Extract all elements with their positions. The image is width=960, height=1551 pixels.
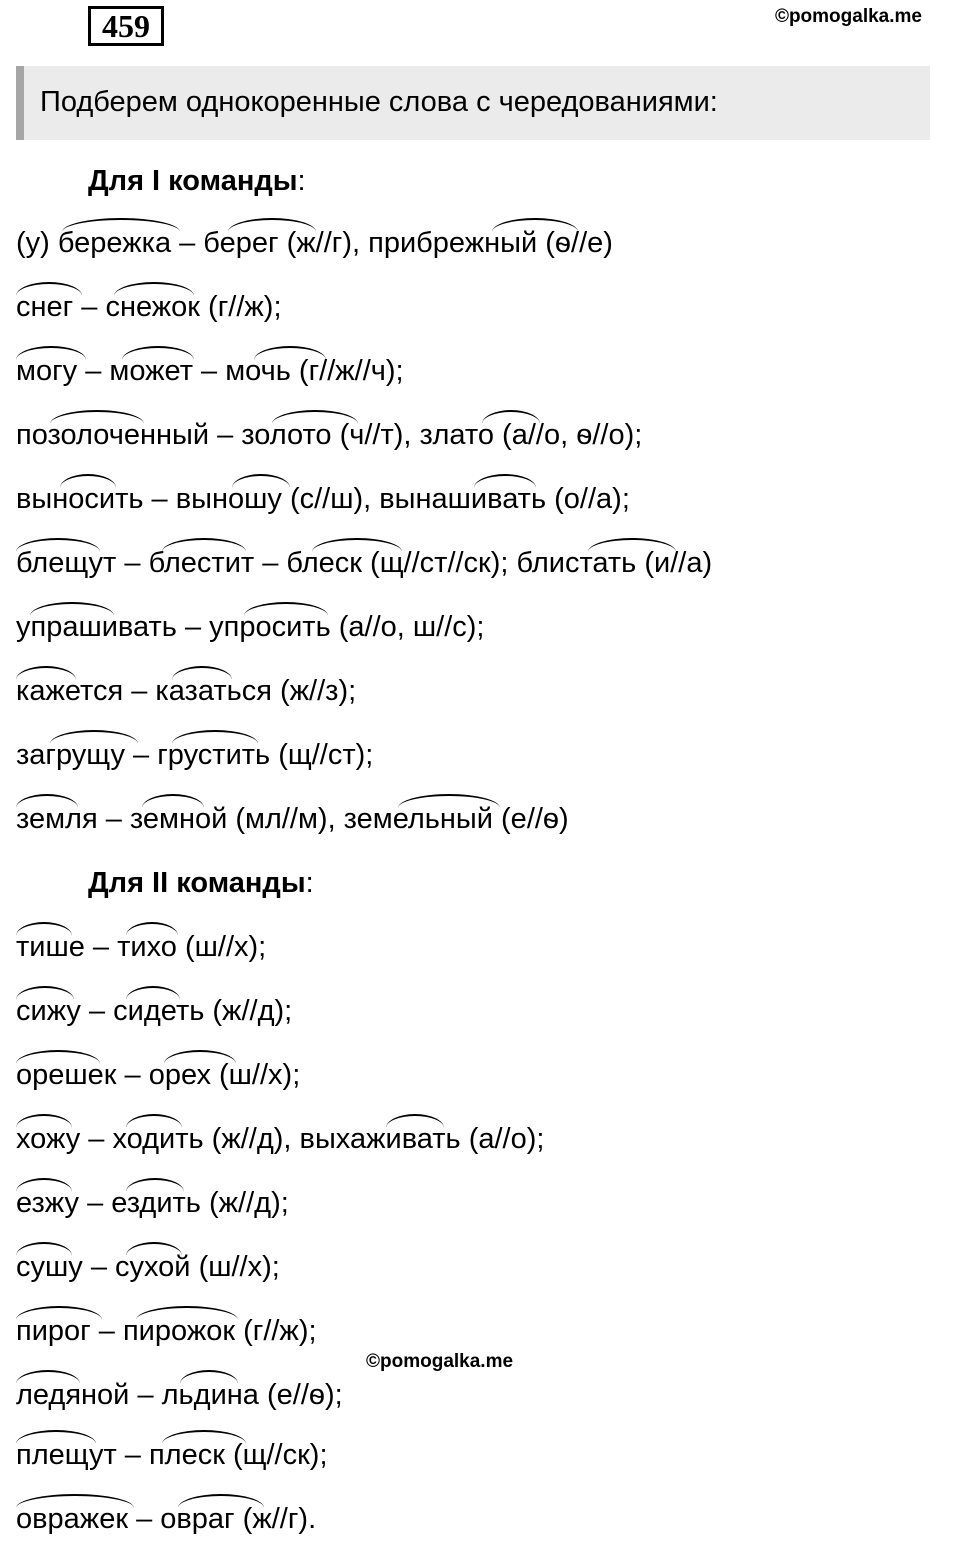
answer-line: кажется – казаться (ж//з); bbox=[16, 675, 357, 707]
intro-text: Подберем однокоренные слова с чередованиями: bbox=[40, 86, 718, 118]
answer-line: земля – земной (мл//м), земельный (е//ѳ) bbox=[16, 803, 569, 835]
answer-line: тише – тихо (ш//х); bbox=[16, 931, 267, 963]
answer-line: загрущу – грустить (щ//ст); bbox=[16, 739, 374, 771]
section-heading-2 bbox=[88, 866, 314, 900]
answer-line: сижу – сидеть (ж//д); bbox=[16, 995, 293, 1027]
answer-line: езжу – ездить (ж//д); bbox=[16, 1187, 289, 1219]
answer-line: блещут – блестит – блеск (щ//ст//ск); блистать (и//а) bbox=[16, 547, 713, 579]
section-heading-2-text: Для II команды bbox=[88, 867, 306, 899]
section-heading-1-text: Для I команды bbox=[88, 165, 298, 197]
answer-line: овражек – овраг (ж//г). bbox=[16, 1503, 317, 1535]
answer-line: выносить – выношу (с//ш), вынашивать (о//а); bbox=[16, 483, 630, 515]
watermark-middle: ©pomogalka.me bbox=[366, 1351, 514, 1372]
answer-line: плещут – плеск (щ//ск); bbox=[16, 1439, 328, 1471]
answer-line: ледяной – льдина (е//ѳ); bbox=[16, 1379, 343, 1411]
answer-line: орешек – орех (ш//х); bbox=[16, 1059, 301, 1091]
answer-line: пирог – пирожок (г//ж); bbox=[16, 1315, 317, 1347]
answer-line: позолоченный – золото (ч//т), злато (а//о, ѳ//о); bbox=[16, 419, 643, 451]
section-heading-1 bbox=[88, 164, 306, 198]
section-heading-2-colon: : bbox=[305, 867, 314, 899]
answer-line: могу – может – мочь (г//ж//ч); bbox=[16, 355, 404, 387]
watermark-top: ©pomogalka.me bbox=[774, 6, 922, 27]
intro-box bbox=[16, 66, 930, 140]
answer-line: (у) бережка – берег (ж//г), прибрежный (ѳ//е) bbox=[16, 227, 613, 259]
answer-line: хожу – ходить (ж//д), выхаживать (а//о); bbox=[16, 1123, 545, 1155]
task-number: 459 bbox=[88, 6, 164, 46]
answer-line: сушу – сухой (ш//х); bbox=[16, 1251, 280, 1283]
answer-line: упрашивать – упросить (а//о, ш//с); bbox=[16, 611, 485, 643]
section-heading-1-colon: : bbox=[297, 165, 306, 197]
answer-line: снег – снежок (г//ж); bbox=[16, 291, 282, 323]
